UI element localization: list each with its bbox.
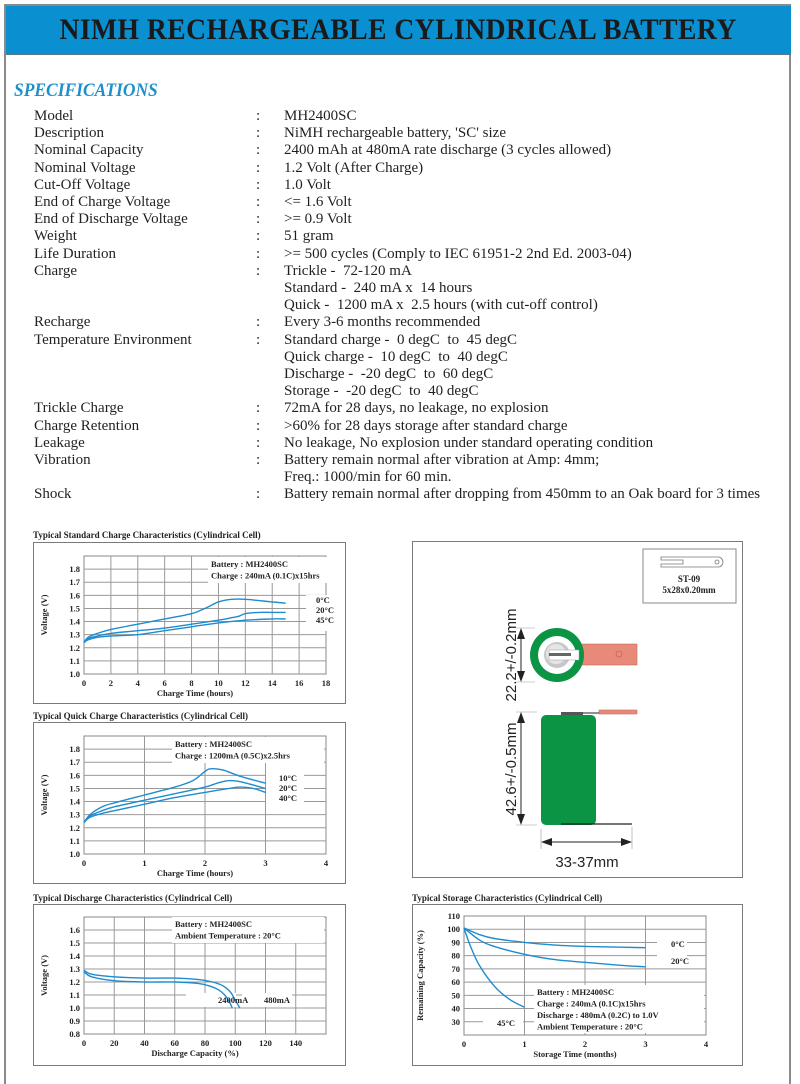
- series-label: 45°C: [497, 1018, 516, 1028]
- chart-annotation: Battery : MH2400SC: [537, 987, 614, 997]
- y-tick-label: 1.4: [69, 616, 80, 627]
- spec-colon: :: [256, 176, 261, 193]
- chart-annotation: Battery : MH2400SC: [175, 739, 252, 749]
- spec-colon: :: [256, 108, 261, 124]
- spec-label: Nominal Capacity: [34, 142, 144, 159]
- y-tick-label: 1.3: [69, 629, 80, 640]
- spec-row: [34, 177, 774, 194]
- spec-colon: :: [256, 434, 261, 451]
- y-tick-label: 1.1: [69, 655, 80, 666]
- tab-size: 5x28x0.20mm: [662, 585, 716, 595]
- spec-colon: :: [256, 331, 261, 348]
- y-tick-label: 30: [451, 1016, 460, 1027]
- y-tick-label: 1.6: [69, 925, 80, 935]
- y-tick-label: 1.2: [69, 822, 80, 833]
- spec-row: [34, 211, 774, 228]
- chart-annotation: Battery : MH2400SC: [175, 919, 252, 929]
- page-title: NIMH RECHARGEABLE CYLINDRICAL BATTERY: [59, 13, 738, 46]
- spec-value: Battery remain normal after vibration at Amp: 4mm;: [284, 452, 600, 469]
- battery-diagram-svg: [413, 542, 742, 877]
- y-axis-label: Remaining Capacity (%): [415, 930, 425, 1021]
- y-tick-label: 1.1: [69, 990, 80, 1000]
- spec-label: Vibration: [34, 452, 91, 469]
- y-tick-label: 1.6: [69, 590, 80, 601]
- series-label: 10°C: [279, 773, 298, 783]
- spec-row: [34, 486, 774, 503]
- x-tick-label: 0: [81, 678, 87, 688]
- specifications-table: [34, 108, 774, 504]
- spec-label: Nominal Voltage: [34, 159, 136, 176]
- spec-row: [34, 418, 774, 435]
- spec-row: [34, 194, 774, 211]
- x-tick-label: 20: [110, 1038, 119, 1048]
- y-tick-label: 70: [451, 963, 460, 974]
- spec-values: [284, 332, 774, 401]
- y-tick-label: 1.7: [69, 577, 80, 588]
- y-tick-label: 1.3: [69, 964, 80, 974]
- quick-charge-chart: [33, 722, 346, 884]
- chart-annotation: Ambient Temperature : 20°C: [537, 1021, 643, 1032]
- spec-value: 2400 mAh at 480mA rate discharge (3 cycles allowed): [284, 142, 612, 159]
- discharge-chart-title: Typical Discharge Characteristics (Cylindrical Cell): [33, 893, 233, 903]
- series-label: 20°C: [671, 956, 690, 966]
- spec-value: Battery remain normal after dropping from 450mm to an Oak board for 3 times: [284, 486, 761, 503]
- y-axis-label: Voltage (V): [39, 774, 49, 816]
- series-label: 2400mA: [218, 995, 249, 1005]
- spec-label: Weight: [34, 228, 77, 245]
- spec-values: [284, 246, 774, 263]
- chart-annotation: Ambient Temperature : 20°C: [175, 930, 281, 941]
- spec-value: Quick charge - 10 degC to 40 degC: [284, 348, 508, 365]
- x-tick-label: 6: [162, 678, 167, 688]
- series-label: 20°C: [316, 605, 335, 615]
- spec-row: [34, 108, 774, 125]
- chart-annotation: Charge : 1200mA (0.5C)x2.5hrs: [175, 750, 290, 761]
- y-tick-label: 1.5: [69, 938, 80, 948]
- series-label: 0°C: [671, 939, 685, 949]
- spec-value: >= 0.9 Volt: [284, 211, 352, 228]
- spec-value: <= 1.6 Volt: [284, 194, 352, 211]
- spec-colon: :: [256, 452, 261, 469]
- spec-value: Discharge - -20 degC to 60 degC: [284, 366, 494, 383]
- x-tick-label: 120: [259, 1038, 272, 1048]
- y-tick-label: 0.8: [69, 1029, 80, 1039]
- discharge-chart: [33, 904, 346, 1066]
- x-tick-label: 100: [228, 1038, 242, 1048]
- spec-value: Freq.: 1000/min for 60 min.: [284, 469, 452, 486]
- y-tick-label: 1.4: [69, 796, 80, 807]
- spec-label: Life Duration: [34, 245, 117, 262]
- x-tick-label: 4: [323, 858, 329, 868]
- y-tick-label: 1.5: [69, 783, 80, 794]
- x-tick-label: 18: [321, 678, 331, 688]
- x-tick-label: 12: [241, 678, 250, 688]
- spec-value: NiMH rechargeable battery, 'SC' size: [284, 125, 506, 142]
- spec-colon: :: [256, 245, 261, 262]
- y-tick-label: 1.4: [69, 951, 80, 961]
- series-label: 45°C: [316, 615, 335, 625]
- spec-row: [34, 314, 774, 331]
- x-tick-label: 14: [267, 678, 277, 688]
- chart-annotation: Charge : 240mA (0.1C)x15hrs: [537, 998, 646, 1009]
- chart-annotation: Charge : 240mA (0.1C)x15hrs: [211, 570, 320, 581]
- spec-values: [284, 108, 774, 125]
- x-tick-label: 2: [108, 678, 114, 688]
- spec-values: [284, 486, 774, 503]
- spec-colon: :: [256, 417, 261, 434]
- spec-value: >= 500 cycles (Comply to IEC 61951-2 2nd Ed. 2003-04): [284, 245, 632, 262]
- standard-charge-chart: [33, 542, 346, 704]
- series-label: 20°C: [279, 783, 298, 793]
- specifications-heading: SPECIFICATIONS: [14, 80, 158, 101]
- length-label: 33-37mm: [555, 854, 619, 871]
- spec-colon: :: [256, 142, 261, 159]
- spec-values: [284, 435, 774, 452]
- y-tick-label: 1.2: [69, 977, 80, 987]
- spec-value: 72mA for 28 days, no leakage, no explosion: [284, 400, 549, 417]
- y-tick-label: 90: [451, 937, 460, 948]
- spec-value: No leakage, No explosion under standard operating condition: [284, 434, 654, 451]
- x-axis-label: Charge Time (hours): [156, 688, 234, 698]
- standard-charge-chart-title: Typical Standard Charge Characteristics (Cylindrical Cell): [33, 530, 261, 540]
- y-tick-label: 1.0: [69, 1003, 80, 1013]
- y-tick-label: 1.1: [69, 835, 80, 846]
- y-tick-label: 80: [451, 950, 460, 961]
- standard-charge-chart-svg: [34, 543, 345, 703]
- spec-value: Trickle - 72-120 mA: [284, 262, 412, 279]
- x-tick-label: 4: [703, 1039, 709, 1049]
- storage-chart-svg: [413, 905, 742, 1065]
- x-tick-label: 0: [81, 1038, 87, 1048]
- y-tick-label: 110: [447, 911, 460, 921]
- spec-label: Temperature Environment: [34, 331, 192, 348]
- length-dimension: [541, 827, 632, 871]
- spec-label: End of Charge Voltage: [34, 194, 171, 211]
- series-label: 40°C: [279, 793, 298, 803]
- spec-values: [284, 228, 774, 245]
- spec-value: 51 gram: [284, 228, 334, 245]
- x-tick-label: 80: [200, 1038, 210, 1048]
- y-tick-label: 1.3: [69, 809, 80, 820]
- spec-row: [34, 452, 774, 486]
- height-dimension: [503, 712, 537, 825]
- arrow-left-icon: [541, 838, 552, 846]
- height-label: 42.6+/-0.5mm: [503, 722, 520, 816]
- x-tick-label: 10: [214, 678, 223, 688]
- x-tick-label: 1: [142, 858, 147, 868]
- y-axis-label: Voltage (V): [39, 955, 49, 996]
- spec-label: End of Discharge Voltage: [34, 211, 188, 228]
- x-tick-label: 3: [643, 1039, 648, 1049]
- spec-row: [34, 246, 774, 263]
- x-tick-label: 60: [170, 1038, 179, 1048]
- series-label: 480mA: [264, 995, 290, 1005]
- y-tick-label: 1.6: [69, 770, 80, 781]
- cell-body: [541, 715, 596, 825]
- storage-chart: [412, 904, 743, 1066]
- diameter-label: 22.2+/-0.2mm: [503, 608, 520, 702]
- spec-colon: :: [256, 486, 261, 503]
- spec-row: [34, 142, 774, 159]
- spec-values: [284, 160, 774, 177]
- spec-value: 1.0 Volt: [284, 176, 331, 193]
- y-tick-label: 1.2: [69, 642, 80, 653]
- arrow-up-icon: [517, 712, 525, 723]
- spec-label: Model: [34, 108, 74, 124]
- spec-label: Trickle Charge: [34, 400, 124, 417]
- x-tick-label: 2: [202, 858, 208, 868]
- spec-values: [284, 125, 774, 142]
- y-tick-label: 100: [447, 924, 460, 935]
- spec-value: Quick - 1200 mA x 2.5 hours (with cut-off control): [284, 297, 598, 314]
- spec-value: Standard - 240 mA x 14 hours: [284, 280, 473, 297]
- x-tick-label: 8: [189, 678, 194, 688]
- x-tick-label: 40: [140, 1038, 149, 1048]
- y-tick-label: 1.8: [69, 564, 80, 575]
- spec-values: [284, 142, 774, 159]
- y-tick-label: 1.5: [69, 603, 80, 614]
- spec-colon: :: [256, 400, 261, 417]
- spec-colon: :: [256, 262, 261, 279]
- spec-values: [284, 177, 774, 194]
- tab-label: ST-09: [677, 574, 701, 584]
- spec-row: [34, 263, 774, 315]
- spec-values: [284, 263, 774, 315]
- storage-chart-title: Typical Storage Characteristics (Cylindrical Cell): [412, 893, 603, 903]
- spec-value: MH2400SC: [284, 108, 357, 124]
- quick-charge-chart-svg: [34, 723, 345, 883]
- x-tick-label: 0: [81, 858, 87, 868]
- spec-colon: :: [256, 159, 261, 176]
- spec-label: Cut-Off Voltage: [34, 176, 131, 193]
- spec-colon: :: [256, 211, 261, 228]
- spec-value: Storage - -20 degC to 40 degC: [284, 383, 479, 400]
- x-axis-label: Charge Time (hours): [156, 868, 234, 878]
- x-tick-label: 1: [522, 1039, 527, 1049]
- spec-values: [284, 194, 774, 211]
- battery-top-view: [530, 628, 637, 682]
- y-axis-label: Voltage (V): [39, 594, 49, 636]
- spec-colon: :: [256, 194, 261, 211]
- x-tick-label: 4: [135, 678, 140, 688]
- y-tick-label: 50: [451, 990, 460, 1001]
- spec-row: [34, 435, 774, 452]
- spec-colon: :: [256, 314, 261, 331]
- spec-label: Leakage: [34, 434, 85, 451]
- spec-row: [34, 400, 774, 417]
- x-axis-label: Discharge Capacity (%): [151, 1048, 239, 1058]
- x-tick-label: 2: [582, 1039, 588, 1049]
- spec-row: [34, 125, 774, 142]
- y-tick-label: 60: [451, 977, 460, 988]
- spec-colon: :: [256, 228, 261, 245]
- spec-colon: :: [256, 125, 261, 142]
- y-tick-label: 1.8: [69, 744, 80, 755]
- spec-label: Charge Retention: [34, 417, 140, 434]
- spec-value: Every 3-6 months recommended: [284, 314, 481, 331]
- series-label: 0°C: [316, 595, 330, 605]
- chart-annotation: Discharge : 480mA (0.2C) to 1.0V: [537, 1010, 659, 1020]
- x-tick-label: 3: [263, 858, 268, 868]
- spec-value: >60% for 28 days storage after standard charge: [284, 417, 568, 434]
- spec-values: [284, 314, 774, 331]
- quick-charge-chart-title: Typical Quick Charge Characteristics (Cylindrical Cell): [33, 711, 249, 721]
- y-tick-label: 40: [451, 1003, 460, 1014]
- spec-values: [284, 418, 774, 435]
- x-tick-label: 16: [294, 678, 304, 688]
- arrow-right-icon: [621, 838, 632, 846]
- spec-values: [284, 452, 774, 486]
- spec-value: 1.2 Volt (After Charge): [284, 159, 424, 176]
- spec-value: Standard charge - 0 degC to 45 degC: [284, 331, 518, 348]
- spec-label: Recharge: [34, 314, 91, 331]
- spec-row: [34, 332, 774, 401]
- battery-dimension-diagram: [412, 541, 743, 878]
- y-tick-label: 1.0: [69, 669, 80, 679]
- chart-annotation: Battery : MH2400SC: [211, 559, 288, 569]
- x-axis-label: Storage Time (months): [533, 1049, 617, 1059]
- spec-values: [284, 211, 774, 228]
- spec-label: Charge: [34, 262, 78, 279]
- spec-label: Shock: [34, 486, 72, 503]
- discharge-chart-svg: [34, 905, 345, 1065]
- battery-side-view: [541, 710, 637, 825]
- spec-row: [34, 160, 774, 177]
- y-tick-label: 1.7: [69, 757, 80, 768]
- spec-row: [34, 228, 774, 245]
- spec-label: Description: [34, 125, 104, 142]
- spec-values: [284, 400, 774, 417]
- y-tick-label: 0.9: [69, 1016, 80, 1026]
- x-tick-label: 0: [461, 1039, 467, 1049]
- y-tick-label: 1.0: [69, 849, 80, 859]
- x-tick-label: 140: [289, 1038, 303, 1048]
- header-bar: [6, 6, 791, 55]
